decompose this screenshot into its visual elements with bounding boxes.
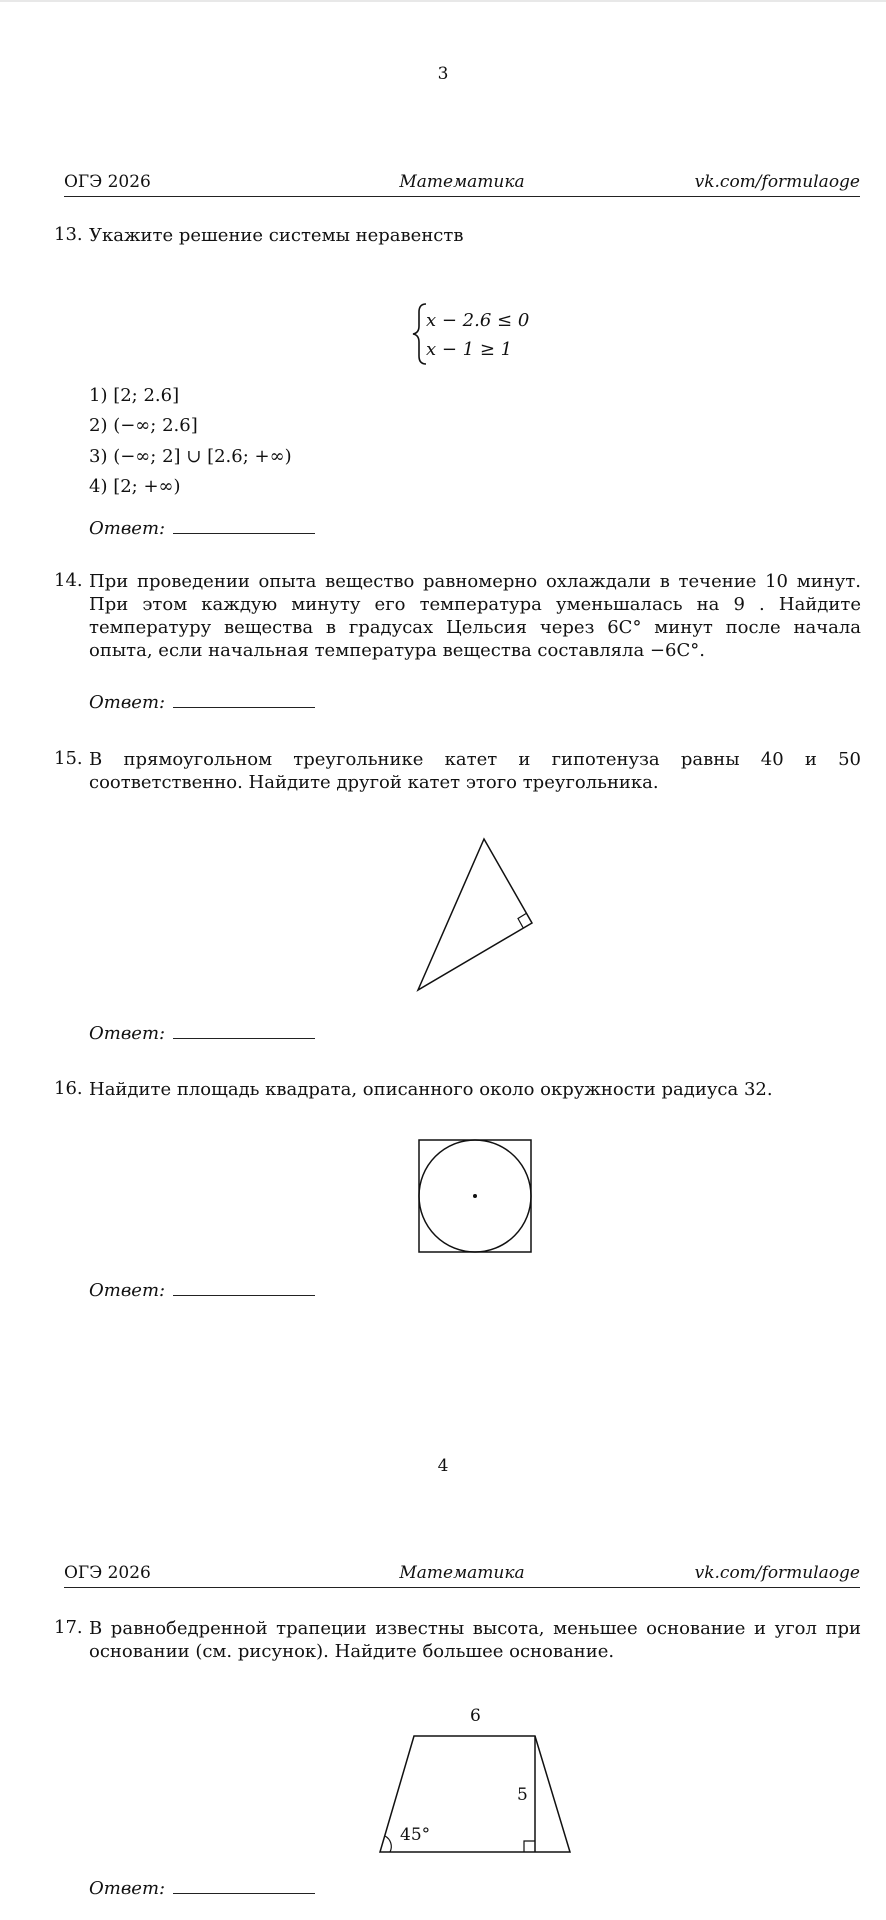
answer-label: Ответ:	[89, 1023, 166, 1044]
option-4[interactable]: 4) [2; +∞)	[89, 476, 181, 497]
answer-14	[89, 692, 315, 713]
header-link[interactable]: vk.com/formulaoge	[694, 1563, 860, 1583]
answer-13	[89, 518, 315, 539]
question-17-text: В равнобедренной трапеции известны высота, меньшее основание и угол при основании (см. рисунок). Найдите большее основание.	[89, 1618, 861, 1662]
answer-16	[89, 1280, 315, 1301]
answer-field[interactable]	[173, 519, 315, 534]
answer-label: Ответ:	[89, 692, 166, 713]
page-number: 4	[437, 1456, 449, 1476]
question-13-number: 13.	[54, 224, 83, 245]
option-3[interactable]: 3) (−∞; 2] ∪ [2.6; +∞)	[89, 446, 292, 467]
answer-field[interactable]	[173, 1281, 315, 1296]
question-16-text: Найдите площадь квадрата, описанного около окружности радиуса 32.	[89, 1079, 773, 1100]
page-header	[64, 1563, 860, 1588]
question-13-text: Укажите решение системы неравенств	[89, 225, 464, 246]
trapezoid-top-label: 6	[470, 1706, 481, 1726]
answer-label: Ответ:	[89, 1280, 166, 1301]
header-exam: ОГЭ 2026	[64, 1563, 151, 1583]
header-link[interactable]: vk.com/formulaoge	[694, 172, 860, 192]
header-subject: Математика	[399, 1563, 525, 1583]
trapezoid-height-label: 5	[517, 1785, 528, 1805]
option-1[interactable]: 1) [2; 2.6]	[89, 385, 180, 406]
inscribed-circle-figure	[414, 1135, 534, 1255]
header-subject: Математика	[399, 172, 525, 192]
header-exam: ОГЭ 2026	[64, 172, 151, 192]
question-15-text: В прямоугольном треугольнике катет и гипотенуза равны 40 и 50 соответственно. Найдите другой катет этого треугольника.	[89, 749, 861, 793]
answer-field[interactable]	[173, 693, 315, 708]
system-line-2: x − 1 ≥ 1	[426, 339, 513, 360]
question-15-number: 15.	[54, 748, 83, 769]
system-line-1: x − 2.6 ≤ 0	[426, 310, 530, 331]
answer-field[interactable]	[173, 1879, 315, 1894]
question-14-number: 14.	[54, 570, 83, 591]
question-14-text: При проведении опыта вещество равномерно охлаждали в течение 10 минут. При этом каждую минуту его температура уменьшалась на 9 . Найдите температуру вещества в градусах Цельсия через 6C° минут после начала опыта, если начальная температура вещества составляла −6C°.	[89, 571, 861, 661]
answer-label: Ответ:	[89, 1878, 166, 1899]
answer-label: Ответ:	[89, 518, 166, 539]
right-triangle-figure	[400, 825, 550, 1005]
trapezoid-angle-label: 45°	[400, 1825, 431, 1845]
trapezoid-figure	[370, 1698, 580, 1858]
answer-field[interactable]	[173, 1024, 315, 1039]
answer-17	[89, 1878, 315, 1899]
question-16-number: 16.	[54, 1078, 83, 1099]
page-top-border	[0, 0, 886, 2]
page-header	[64, 172, 860, 197]
page-number: 3	[437, 64, 449, 84]
answer-15	[89, 1023, 315, 1044]
option-2[interactable]: 2) (−∞; 2.6]	[89, 415, 198, 436]
question-17-number: 17.	[54, 1617, 83, 1638]
